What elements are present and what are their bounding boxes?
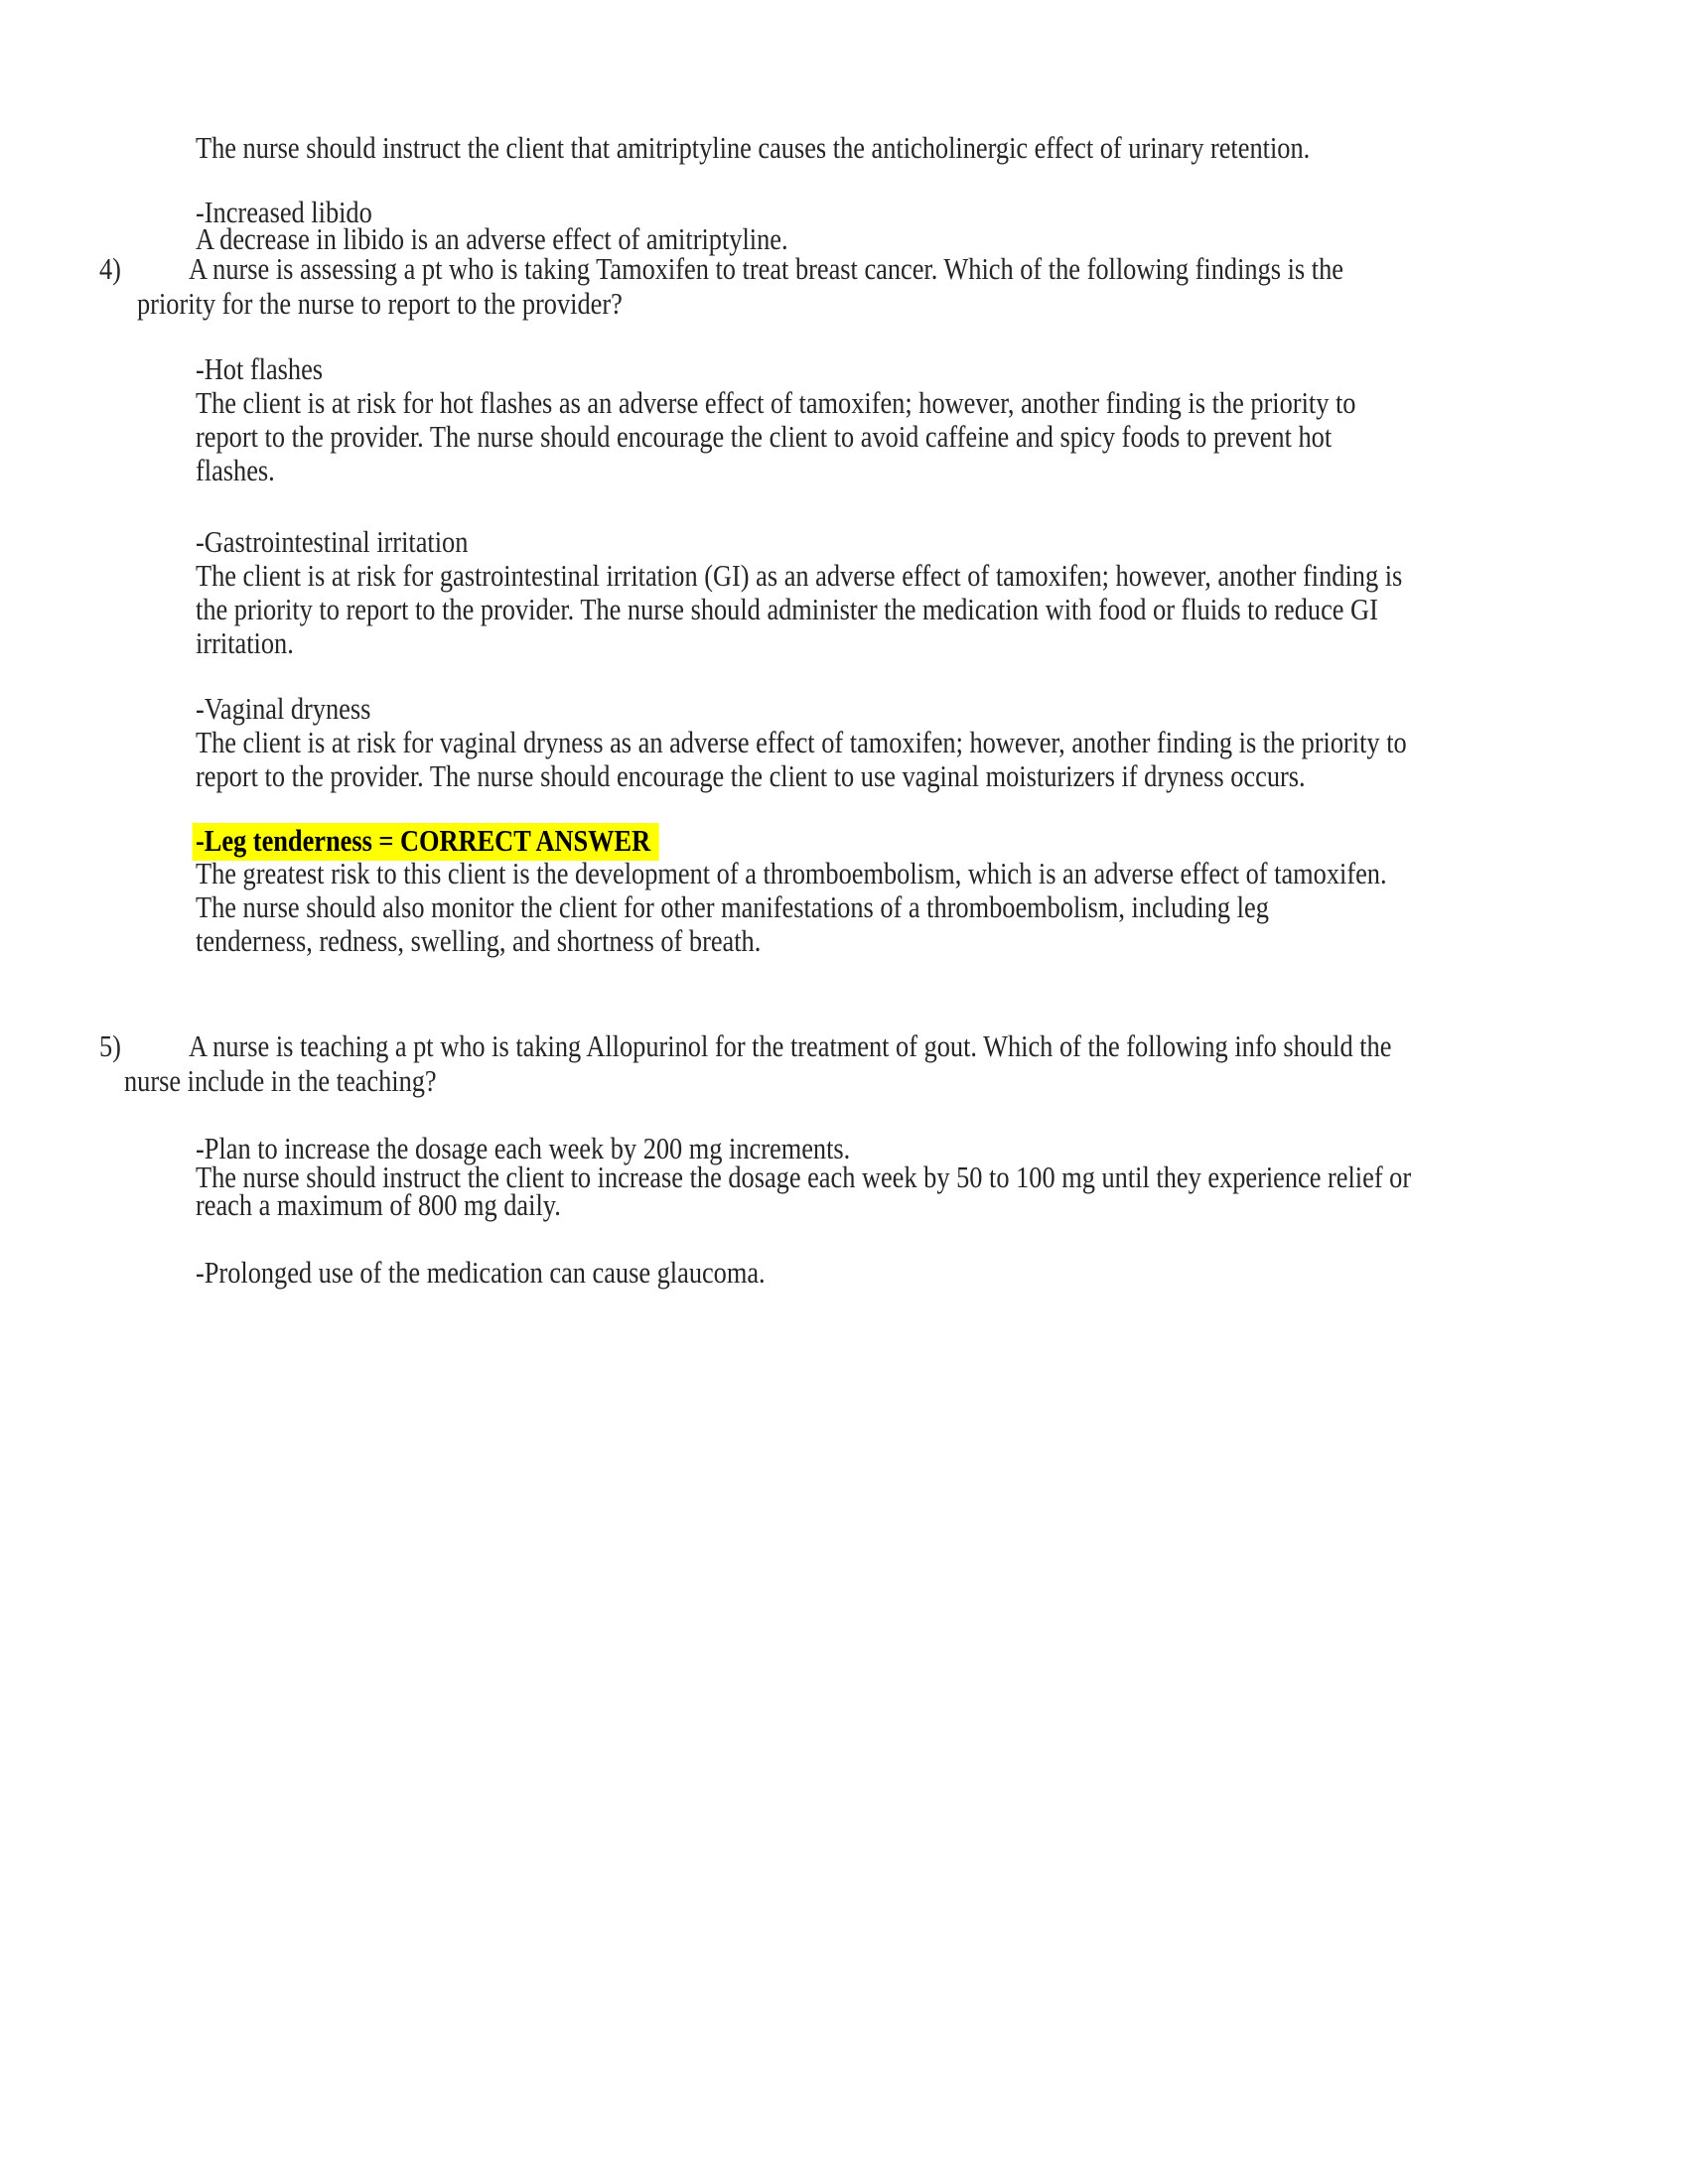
option-leg-tenderness-rationale-line3: tenderness, redness, swelling, and shortness of breath. <box>196 923 762 958</box>
option-increase-dosage-rationale-line2: reach a maximum of 800 mg daily. <box>196 1187 561 1222</box>
question5-number: 5) <box>99 1028 121 1063</box>
option-increase-dosage-rationale-line1: The nurse should instruct the client to increase the dosage each week by 50 to 100 mg until they experience relief or <box>196 1160 1412 1194</box>
correct-answer-highlight: -Leg tenderness = CORRECT ANSWER <box>193 823 659 861</box>
option-hot-flashes-label: -Hot flashes <box>196 351 324 386</box>
prev-answer-option-label: -Increased libido <box>196 195 372 229</box>
option-vaginal-dryness-rationale-line1: The client is at risk for vaginal dryness as an adverse effect of tamoxifen; however, another finding is the priority to <box>196 725 1407 759</box>
option-vaginal-dryness-label: -Vaginal dryness <box>196 691 371 726</box>
option-hot-flashes-rationale-line3: flashes. <box>196 453 275 487</box>
option-glaucoma-label: -Prolonged use of the medication can cause glaucoma. <box>196 1255 766 1290</box>
question5-text-line2: nurse include in the teaching? <box>124 1063 437 1098</box>
question5-text-line1: A nurse is teaching a pt who is taking Allopurinol for the treatment of gout. Which of the following info should the <box>189 1028 1392 1063</box>
question4-text-line1: A nurse is assessing a pt who is taking Tamoxifen to treat breast cancer. Which of the following findings is the <box>189 251 1343 286</box>
option-hot-flashes-rationale-line2: report to the provider. The nurse should encourage the client to avoid caffeine and spicy foods to prevent hot <box>196 419 1333 454</box>
option-hot-flashes-rationale-line1: The client is at risk for hot flashes as an adverse effect of tamoxifen; however, another finding is the priority to <box>196 385 1356 420</box>
option-gi-irritation-label: -Gastrointestinal irritation <box>196 524 469 559</box>
option-gi-irritation-rationale-line3: irritation. <box>196 625 294 660</box>
option-gi-irritation-rationale-line2: the priority to report to the provider. The nurse should administer the medication with food or fluids to reduce GI <box>196 592 1378 626</box>
option-vaginal-dryness-rationale-line2: report to the provider. The nurse should encourage the client to use vaginal moisturizers if dryness occurs. <box>196 758 1306 793</box>
option-leg-tenderness-rationale-line2: The nurse should also monitor the client for other manifestations of a thromboembolism, including leg <box>196 889 1269 924</box>
option-leg-tenderness-rationale-line1: The greatest risk to this client is the development of a thromboembolism, which is an adverse effect of tamoxifen. <box>196 856 1387 890</box>
option-increase-dosage-label: -Plan to increase the dosage each week by 200 mg increments. <box>196 1131 851 1165</box>
prev-answer-option-rationale: A decrease in libido is an adverse effect of amitriptyline. <box>196 221 788 256</box>
question4-text-line2: priority for the nurse to report to the provider? <box>137 286 623 321</box>
option-gi-irritation-rationale-line1: The client is at risk for gastrointestinal irritation (GI) as an adverse effect of tamoxifen; however, another finding is <box>196 558 1403 593</box>
question4-number: 4) <box>99 251 121 286</box>
prev-answer-rationale: The nurse should instruct the client that amitriptyline causes the anticholinergic effect of urinary retention. <box>196 130 1311 165</box>
